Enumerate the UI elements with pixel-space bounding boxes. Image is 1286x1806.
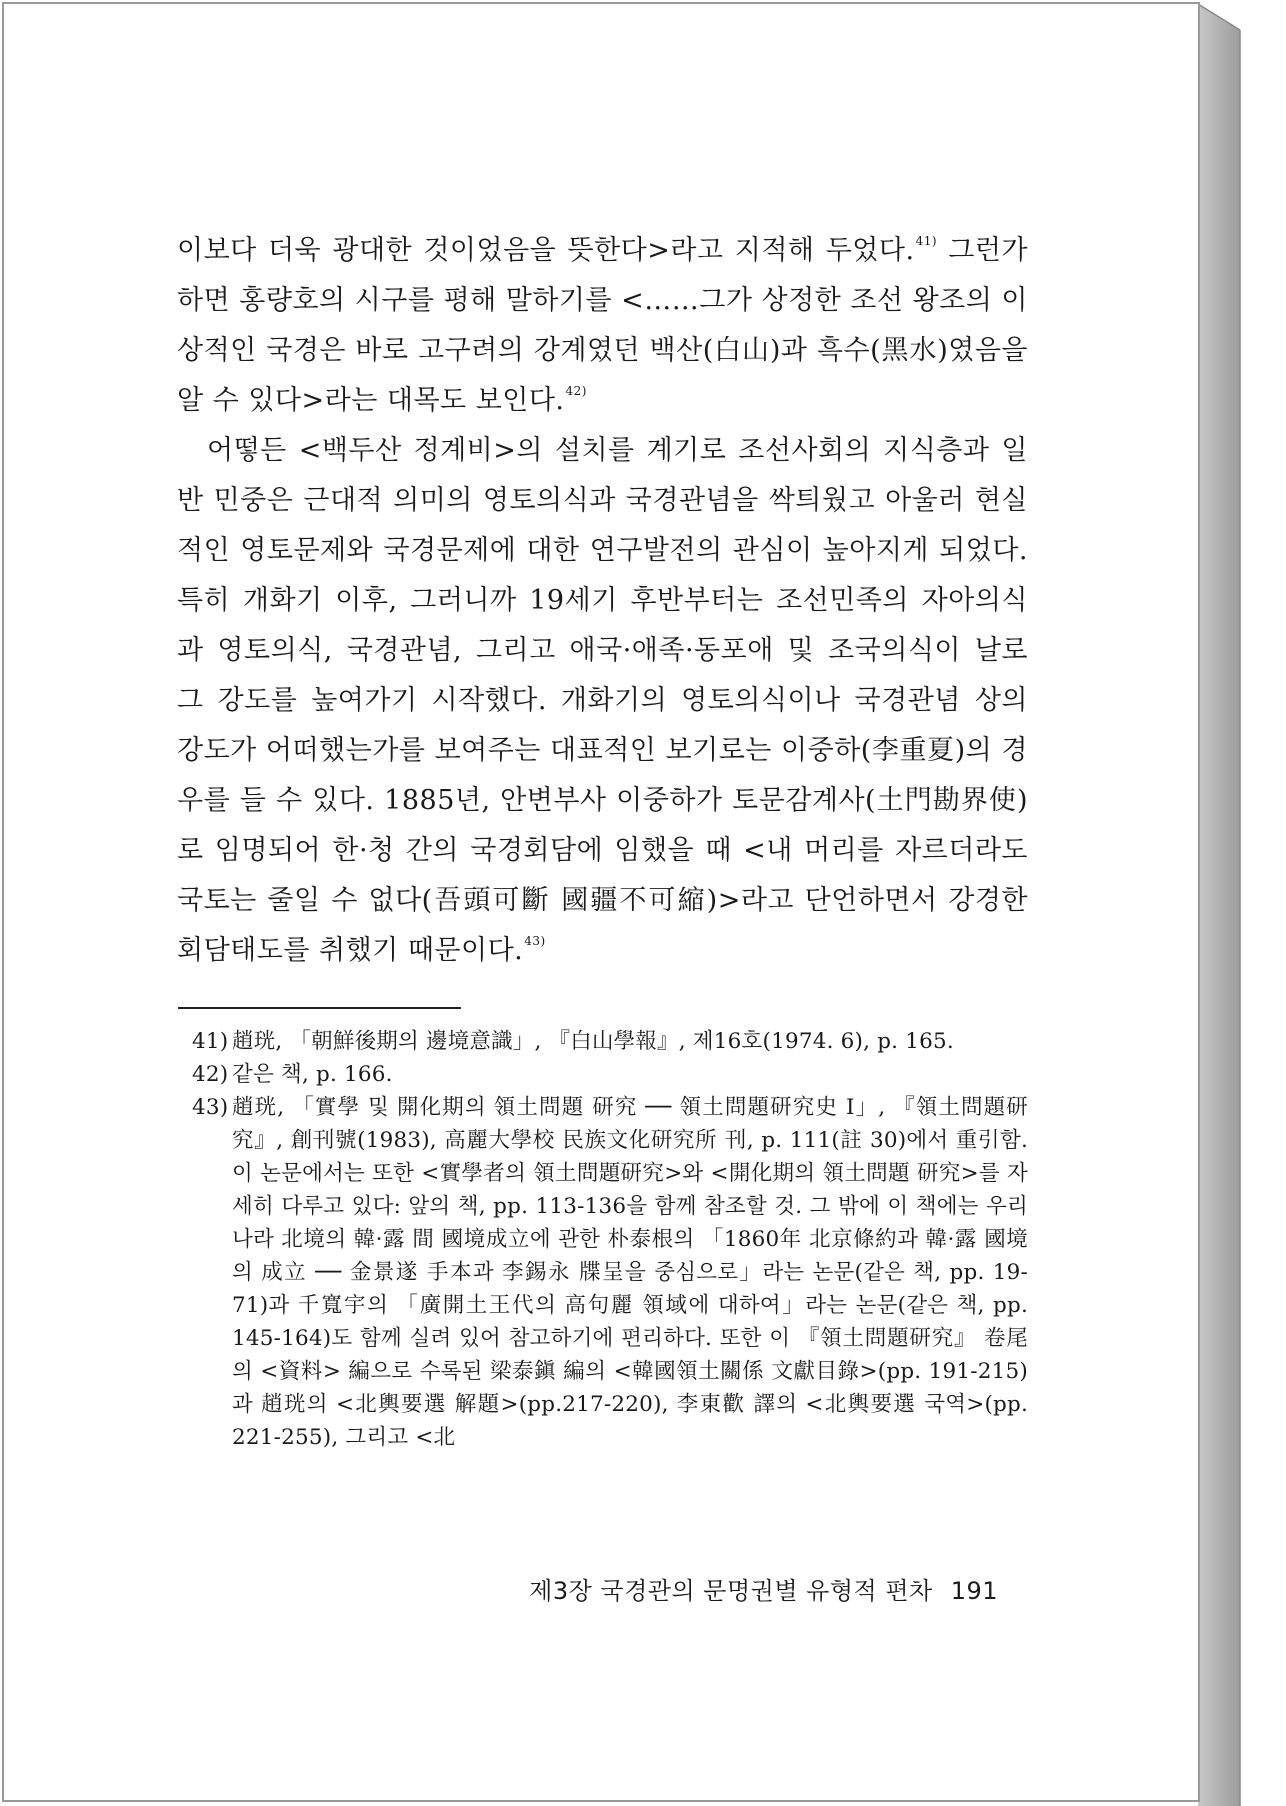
footnote-ref-41: 41) xyxy=(915,234,938,248)
paragraph-2-text: 어떻든 <백두산 정계비>의 설치를 계기로 조선사회의 지식층과 일반 민중은 근대적 의미의 영토의식과 국경관념을 싹틔웠고 아울러 현실적인 영토문제와 국경문제에 대한 연구발전의 관심이 높아지게 되었다. 특히 개화기 이후, 그러니까 19세기 후반부터는 조선민족의 자아의식과 영토의식, 국경관념, 그리고 애국·애족·동포애 및 조국의식이 날로 그 강도를 높여가기 시작했다. 개화기의 영토의식이나 국경관념 상의 강도가 어떠했는가를 보여주는 대표적인 보기로는 이중하(李重夏)의 경우를 들 수 있다. 1885년, 안변부사 이중하가 토문감계사(土門勘界使)로 임명되어 한·청 간의 국경회담에 임했을 때 <내 머리를 자르더라도 국토는 줄일 수 없다(吾頭可斷 國疆不可縮)>라고 단언하면서 강경한 회담태도를 취했기 때문이다. xyxy=(177,435,1028,966)
footnotes xyxy=(192,1025,1028,1454)
footnote-text: 趙珖, 「實學 및 開化期의 領土問題 研究 ── 領土問題研究史 I」, 『領土問題研究』, 創刊號(1983), 高麗大學校 民族文化研究所 刊, p. 111(註 30)에서 重引함. 이 논문에서는 또한 <實學者의 領土問題研究>와 <開化期의 領土問題 研究>를 자세히 다루고 있다: 앞의 책, pp. 113-136을 함께 참조할 것. 그 밖에 이 책에는 우리나라 北境의 韓·露 間 國境成立에 관한 朴泰根의 「1860年 北京條約과 韓·露 國境의 成立 ── 金景遂 手本과 李錫永 牒呈을 중심으로」라는 논문(같은 책, pp. 19-71)과 千寬宇의 「廣開土王代의 高句麗 領域에 대하여」라는 논문(같은 책, pp. 145-164)도 함께 실려 있어 참고하기에 편리하다. 또한 이 『領土問題研究』 卷尾의 <資料> 編으로 수록된 梁泰鎭 編의 <韓國領土關係 文獻目錄>(pp. 191-215)과 趙珖의 <北輿要選 解題>(pp.217-220), 李東歡 譯의 <北輿要選 국역>(pp. 221-255), 그리고 <北 xyxy=(232,1095,1028,1450)
running-footer xyxy=(0,1574,998,1608)
paragraph-1-text: 이보다 더욱 광대한 것이었음을 뜻한다>라고 지적해 두었다. xyxy=(177,235,915,266)
footnote-ref-43: 43) xyxy=(524,934,546,948)
footnote-number: 42) xyxy=(192,1062,229,1087)
paragraph-1 xyxy=(177,226,1028,426)
footnote-43 xyxy=(192,1091,1028,1454)
footnote-separator xyxy=(178,1007,461,1009)
footnote-text: 趙珖, 「朝鮮後期의 邊境意識」, 『白山學報』, 제16호(1974. 6), p. 165. xyxy=(232,1029,954,1054)
footnote-text: 같은 책, p. 166. xyxy=(232,1062,393,1087)
footnote-42 xyxy=(192,1058,1028,1091)
page-number: 191 xyxy=(950,1577,998,1605)
footnote-number: 43) xyxy=(192,1095,229,1120)
footnote-ref-42: 42) xyxy=(565,384,587,398)
chapter-title: 제3장 국경관의 문명권별 유형적 편차 xyxy=(529,1577,933,1605)
paragraph-1-text-continued: 그런가 하면 홍량호의 시구를 평해 말하기를 <……그가 상정한 조선 왕조의 이상적인 국경은 바로 고구려의 강계였던 백산(白山)과 흑수(黑水)였음을 알 수 있다>라는 대목도 보인다. xyxy=(177,235,1028,416)
footnote-number: 41) xyxy=(192,1029,229,1054)
paragraph-2 xyxy=(177,426,1028,976)
main-text xyxy=(177,226,1028,976)
footnote-41 xyxy=(192,1025,1028,1058)
page-edge-shadow xyxy=(1198,0,1244,1806)
